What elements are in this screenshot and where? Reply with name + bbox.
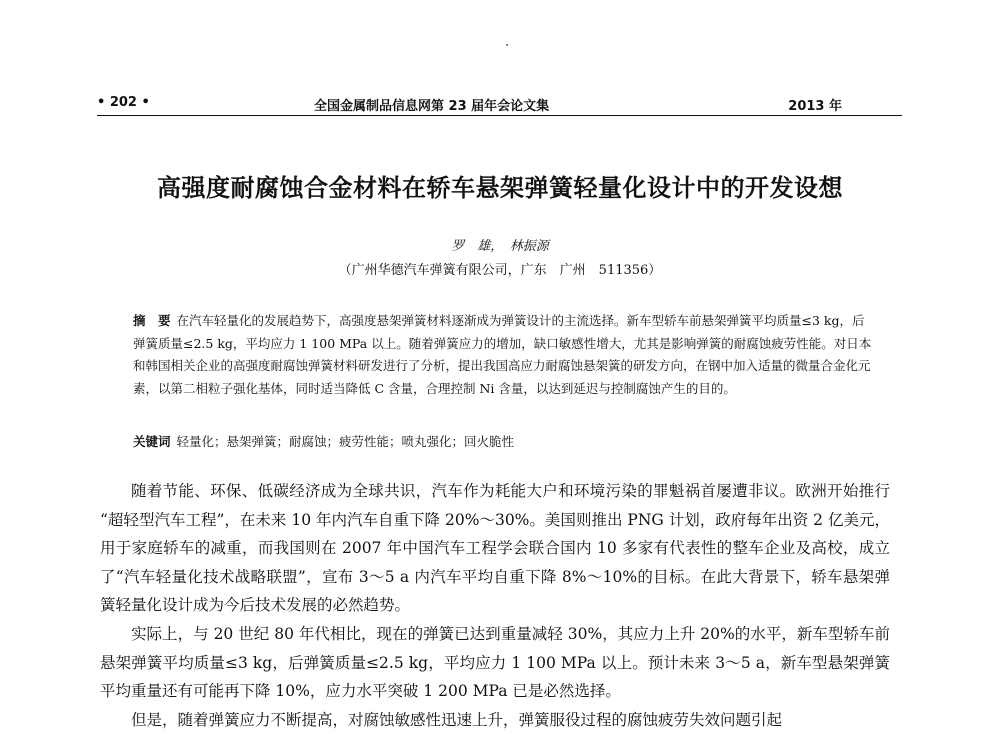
journal-name: 全国金属制品信息网第 23 届年会论文集 [314, 99, 550, 114]
body-paragraph: 但是，随着弹簧应力不断提高，对腐蚀敏感性迅速上升，弹簧服役过程的腐蚀疲劳失效问题引起 [131, 710, 783, 729]
abstract [133, 310, 873, 400]
paper-authors: 罗 雄， 林振源 [451, 239, 549, 254]
author-affiliation: （广州华德汽车弹簧有限公司，广东 广州 511356） [338, 263, 662, 278]
keywords [133, 432, 873, 450]
scan-artifact [506, 44, 508, 46]
publication-year: 2013 年 [788, 99, 842, 114]
running-header [97, 93, 902, 116]
body-text [100, 477, 890, 734]
page-number: • 202 • [97, 95, 150, 110]
paper-title: 高强度耐腐蚀合金材料在轿车悬架弹簧轻量化设计中的开发设想 [157, 174, 843, 202]
body-paragraph: 实际上，与 20 世纪 80 年代相比，现在的弹簧已达到重量减轻 30%，其应力上升 20%的水平，新车型轿车前悬架弹簧平均质量≤3 kg，后弹簧质量≤2.5 kg，平均应力 1 100 MPa 以上。预计未来 3～5 a，新车型悬架弹簧平均重量还有可能再下降 10%，应力水平突破 1 200 MPa 已是必然选择。 [100, 624, 890, 701]
abstract-text: 在汽车轻量化的发展趋势下，高强度悬架弹簧材料逐渐成为弹簧设计的主流选择。新车型轿车前悬架弹簧平均质量≤3 kg，后弹簧质量≤2.5 kg，平均应力 1 100 MPa 以上。随着弹簧应力的增加，缺口敏感性增大，尤其是影响弹簧的耐腐蚀疲劳性能。对日本和韩国相关企业的高强度耐腐蚀弹簧材料研发进行了分析，提出我国高应力耐腐蚀悬架簧的研发方向，在钢中加入适量的微量合金化元素，以第二相粒子强化基体，同时适当降低 C 含量，合理控制 Ni 含量，以达到延迟与控制腐蚀产生的目的。 [133, 313, 872, 396]
abstract-label: 摘 要 [133, 313, 171, 328]
keywords-label: 关键词 [133, 434, 171, 449]
body-paragraph: 随着节能、环保、低碳经济成为全球共识，汽车作为耗能大户和环境污染的罪魁祸首屡遭非议。欧洲开始推行 “超轻型汽车工程”，在未来 10 年内汽车自重下降 20%～30%。美国则推出 PNG 计划，政府每年出资 2 亿美元，用于家庭轿车的减重，而我国则在 2007 年中国汽车工程学会联合国内 10 多家有代表性的整车企业及高校，成立了“汽车轻量化技术战略联盟”，宣布 3～5 a 内汽车平均自重下降 8%～10%的目标。在此大背景下，轿车悬架弹簧轻量化设计成为今后技术发展的必然趋势。 [100, 482, 890, 615]
keywords-text: 轻量化；悬架弹簧；耐腐蚀；疲劳性能；喷丸强化；回火脆性 [176, 434, 515, 449]
